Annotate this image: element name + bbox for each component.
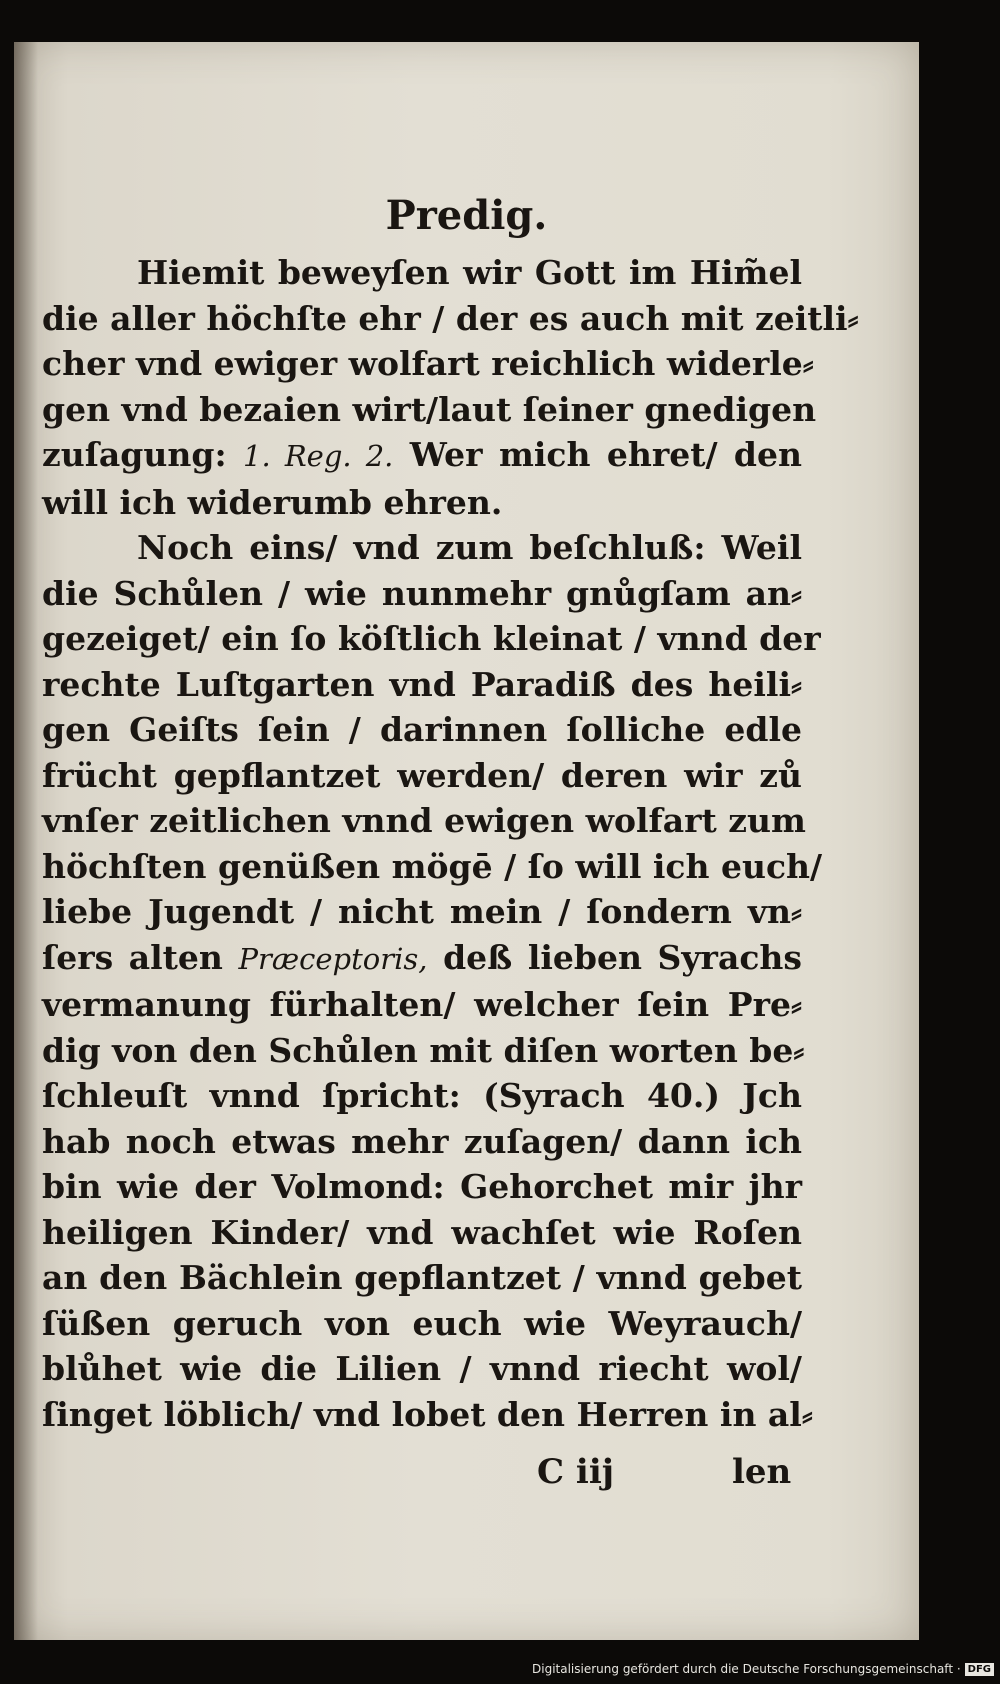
text-line: liebe Jugendt / nicht mein / ſondern vn⸗ xyxy=(42,892,802,931)
text-line xyxy=(42,935,802,983)
text-line: bin wie der Volmond: Gehorchet mir jhr xyxy=(42,1167,802,1206)
text-line: Hiemit beweyſen wir Gott im Him̃el xyxy=(137,253,802,292)
text-line: hab noch etwas mehr zuſagen/ dann ich xyxy=(42,1121,802,1161)
text-line: gen Geiſts ſein / darinnen ſolliche edle xyxy=(42,710,802,749)
book-page xyxy=(14,42,919,1640)
text-segment: Wer mich ehret/ den xyxy=(393,435,802,474)
text-line: ſüßen geruch von euch wie Weyrauch/ xyxy=(42,1303,802,1343)
text-line: die Schůlen / wie nunmehr gnůgſam an⸗ xyxy=(42,573,802,613)
body-text xyxy=(42,250,859,1437)
text-segment: zuſagung: xyxy=(42,435,244,474)
latin-citation: 1. Reg. 2. xyxy=(243,439,394,473)
text-line: die aller höchſte ehr / der es auch mit zeitli⸗ xyxy=(42,298,859,338)
text-line: ſchleuſt vnnd ſpricht: (Syrach 40.) Jch xyxy=(42,1076,802,1115)
running-head: Predig. xyxy=(385,192,548,239)
text-line: dig von den Schůlen mit diſen worten be⸗ xyxy=(42,1030,805,1070)
text-line xyxy=(42,432,802,480)
text-line: Noch eins/ vnd zum beſchluß: Weil xyxy=(137,528,802,567)
text-line: cher vnd ewiger wolfart reichlich widerle⸗ xyxy=(42,344,814,383)
signature-mark: C iij xyxy=(537,1452,615,1492)
text-line: vermanung fürhalten/ welcher ſein Pre⸗ xyxy=(42,985,802,1024)
text-segment: ſers alten xyxy=(42,937,239,977)
text-line: rechte Luſtgarten vnd Paradiß des heili⸗ xyxy=(42,664,802,704)
text-line: gezeiget/ ein ſo köſtlich kleinat / vnnd der xyxy=(42,619,821,658)
text-line: ſinget löblich/ vnd lobet den Herren in al⸗ xyxy=(42,1394,813,1434)
page-gutter-shadow xyxy=(14,42,38,1640)
dfg-logo: DFG xyxy=(965,1663,994,1676)
text-line: an den Bächlein gepflantzet / vnnd gebet xyxy=(42,1258,802,1297)
text-line: heiligen Kinder/ vnd wachſet wie Roſen xyxy=(42,1212,802,1252)
text-line: will ich widerumb ehren. xyxy=(42,482,503,522)
catchword: len xyxy=(732,1452,792,1492)
credit-text: Digitalisierung gefördert durch die Deutsche Forschungsgemeinschaft · xyxy=(532,1662,961,1676)
text-line: gen vnd bezaien wirt/laut ſeiner gnedigen xyxy=(42,389,817,429)
latin-citation: Præceptoris, xyxy=(238,941,428,976)
text-line: vnſer zeitlichen vnnd ewigen wolfart zum xyxy=(42,801,806,840)
digitization-credit xyxy=(532,1662,994,1676)
text-segment: deß lieben Syrachs xyxy=(427,937,802,977)
text-line: frücht gepflantzet werden/ deren wir zů xyxy=(42,755,802,795)
text-line: blůhet wie die Lilien / vnnd riecht wol/ xyxy=(42,1349,802,1388)
text-line: höchſten genüßen mögē / ſo will ich euch/ xyxy=(42,846,823,886)
